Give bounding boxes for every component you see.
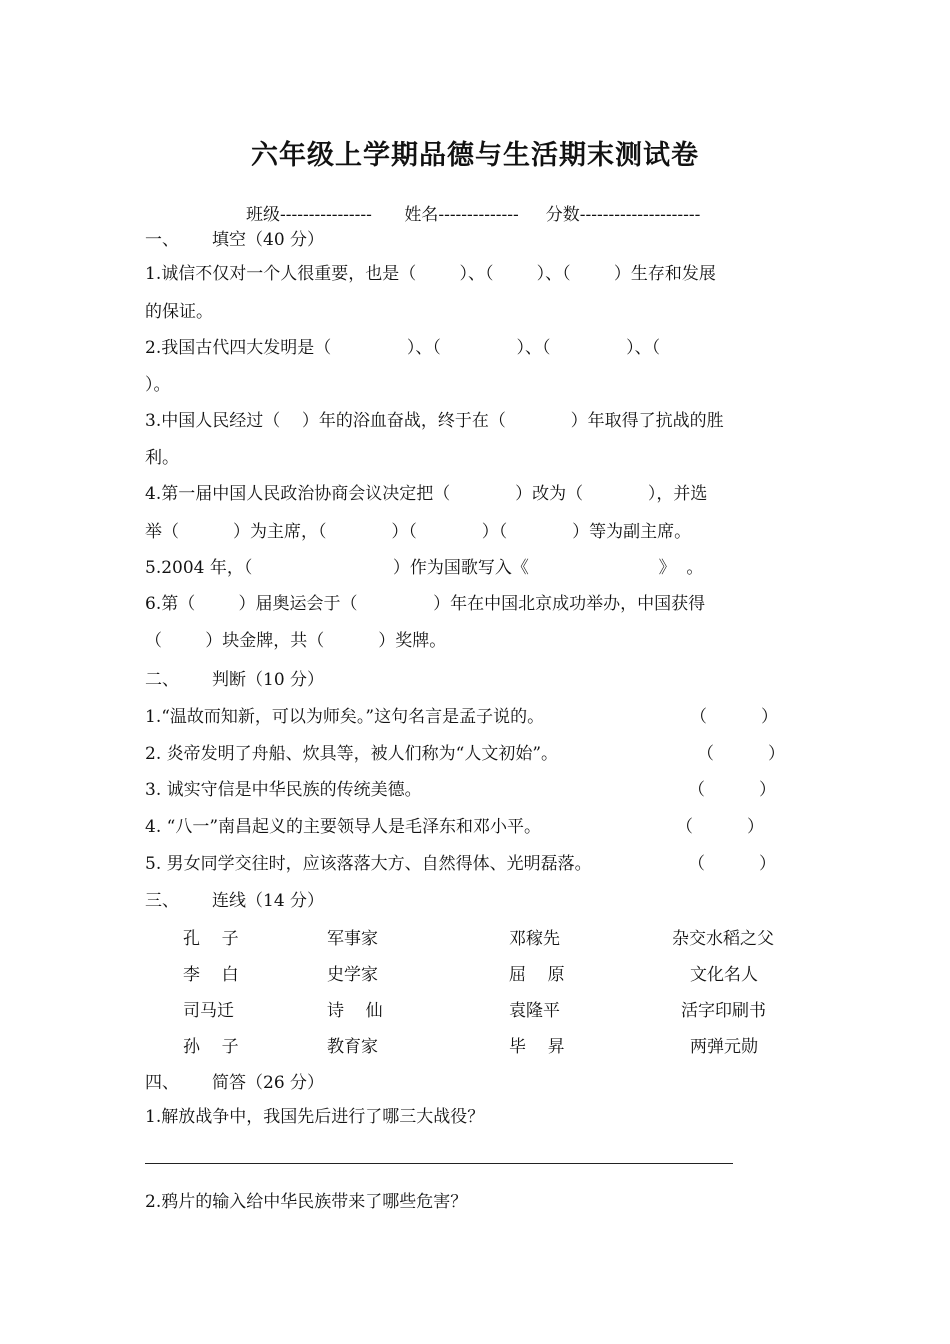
- fill-question-4-cont: 举（ ）为主席，（ ）（ ）（ ）等为副主席。: [145, 522, 692, 542]
- match-title: 杂交水稻之父: [672, 929, 774, 949]
- match-title: 军事家: [327, 929, 378, 949]
- match-person: 毕 昇: [509, 1037, 565, 1057]
- match-title: 文化名人: [690, 965, 758, 985]
- match-person: 孙 子: [183, 1037, 239, 1057]
- section-heading-short: [145, 1068, 324, 1093]
- judge-question-5: 5. 男女同学交往时，应该落落大方、自然得体、光明磊落。: [145, 854, 592, 874]
- fill-question-5: 5.2004 年，（ ）作为国歌写入《 》 。: [145, 558, 704, 578]
- page-title: 六年级上学期品德与生活期末测试卷: [251, 140, 699, 171]
- section-heading-fill: [145, 225, 324, 250]
- section-label: 连线（14 分）: [212, 891, 325, 911]
- judge-answer-5: （ ）: [688, 854, 777, 874]
- fill-question-3-cont: 利。: [145, 448, 179, 468]
- match-title: 教育家: [327, 1037, 378, 1057]
- match-person: 袁隆平: [509, 1001, 560, 1021]
- match-person: 李 白: [183, 965, 239, 985]
- fill-question-6-cont: （ ）块金牌，共（ ）奖牌。: [145, 631, 447, 651]
- fill-question-3: 3.中国人民经过（ ）年的浴血奋战，终于在（ ）年取得了抗战的胜: [145, 411, 724, 431]
- judge-answer-2: （ ）: [697, 744, 786, 764]
- section-heading-judge: [145, 665, 324, 690]
- section-label: 填空（40 分）: [212, 230, 325, 250]
- match-title: 史学家: [327, 965, 378, 985]
- match-title: 活字印刷书: [681, 1001, 766, 1021]
- fill-question-1-cont: 的保证。: [145, 302, 213, 322]
- section-number: 四、: [145, 1073, 179, 1093]
- section-label: 简答（26 分）: [212, 1073, 325, 1093]
- judge-question-3: 3. 诚实守信是中华民族的传统美德。: [145, 780, 422, 800]
- section-heading-match: [145, 886, 324, 911]
- fill-question-2-cont: ）。: [145, 375, 171, 395]
- fill-question-1: 1.诚信不仅对一个人很重要，也是（ ）、（ ）、（ ）生存和发展: [145, 264, 716, 284]
- student-info-line: 班级---------------- 姓名-------------- 分数---------------------: [246, 205, 701, 225]
- match-title: 两弹元勋: [690, 1037, 758, 1057]
- match-person: 司马迁: [183, 1001, 234, 1021]
- fill-question-6: 6.第（ ）届奥运会于（ ）年在中国北京成功举办，中国获得: [145, 594, 706, 614]
- section-number: 三、: [145, 891, 179, 911]
- fill-question-2: 2.我国古代四大发明是（ ）、（ ）、（ ）、（: [145, 338, 661, 358]
- match-title: 诗 仙: [327, 1001, 383, 1021]
- judge-answer-4: （ ）: [676, 817, 765, 837]
- judge-question-4: 4. “八一”南昌起义的主要领导人是毛泽东和邓小平。: [145, 817, 542, 837]
- match-person: 孔 子: [183, 929, 239, 949]
- match-person: 邓稼先: [509, 929, 560, 949]
- short-question-1: 1.解放战争中，我国先后进行了哪三大战役？: [145, 1107, 485, 1127]
- short-question-2: 2.鸦片的输入给中华民族带来了哪些危害？: [145, 1192, 468, 1212]
- section-label: 判断（10 分）: [212, 670, 325, 690]
- judge-question-2: 2. 炎帝发明了舟船、炊具等，被人们称为“人文初始”。: [145, 744, 559, 764]
- judge-answer-1: （ ）: [690, 707, 779, 727]
- judge-answer-3: （ ）: [688, 780, 777, 800]
- answer-line: [145, 1163, 733, 1164]
- judge-question-1: 1.“温故而知新，可以为师矣。”这句名言是孟子说的。: [145, 707, 545, 727]
- fill-question-4: 4.第一届中国人民政治协商会议决定把（ ）改为（ ），并选: [145, 484, 708, 504]
- match-person: 屈 原: [509, 965, 565, 985]
- section-number: 二、: [145, 670, 179, 690]
- section-number: 一、: [145, 230, 179, 250]
